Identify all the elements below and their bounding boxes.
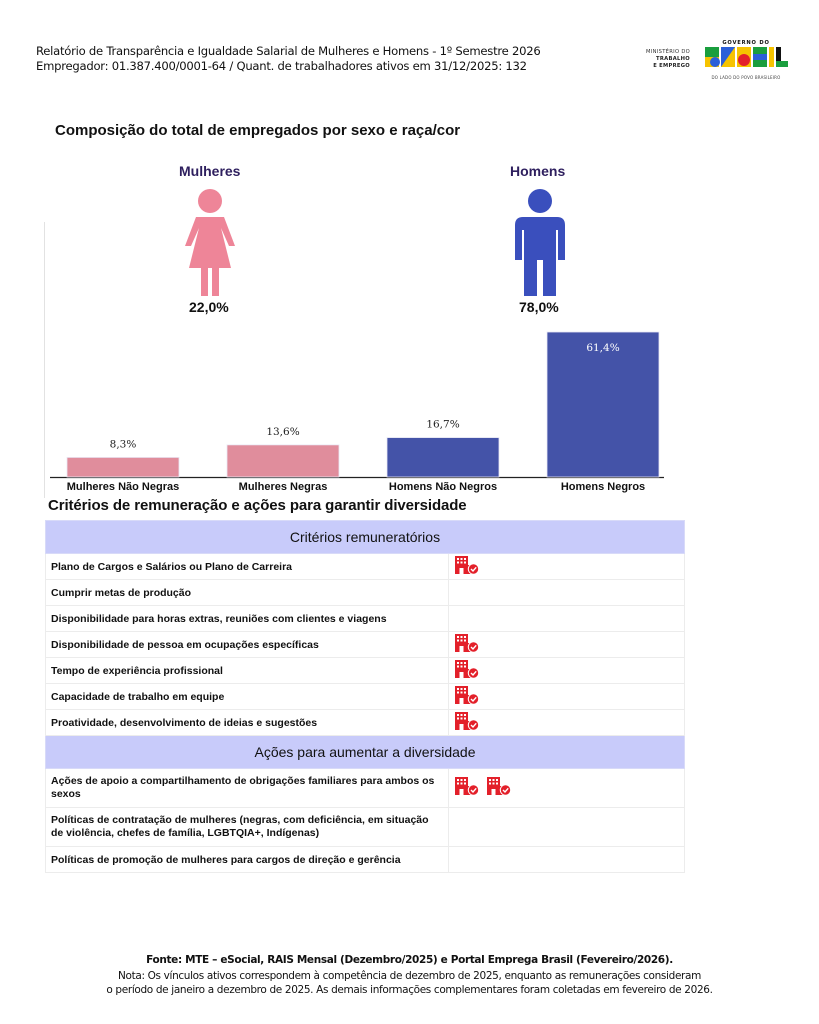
mte-logo [632, 49, 690, 70]
criteria-row [46, 769, 685, 808]
criteria-label: Proatividade, desenvolvimento de ideias e sugestões [46, 710, 449, 736]
company-check-icon [454, 659, 480, 682]
criteria-icons-cell [449, 658, 685, 684]
bar-mulheres-n-o-negras [67, 457, 179, 477]
bar-value-label: 61,4% [586, 342, 620, 354]
company-check-icon [454, 776, 480, 800]
company-check-icon [454, 711, 480, 734]
category-label: Mulheres Negras [238, 481, 328, 493]
men-percentage: 78,0% [519, 299, 559, 315]
criteria-label: Ações de apoio a compartilhamento de obrigações familiares para ambos os sexos [46, 769, 449, 808]
gov-logo-top: GOVERNO DO [722, 40, 770, 46]
source-note: Fonte: MTE – eSocial, RAIS Mensal (Dezembro/2025) e Portal Emprega Brasil (Fevereiro/2026). [146, 954, 673, 966]
bar-homens-n-o-negros [387, 438, 499, 477]
bar-chart [40, 320, 680, 500]
criteria-row [46, 580, 685, 606]
bar-value-label: 8,3% [109, 438, 137, 451]
criteria-label: Cumprir metas de produção [46, 580, 449, 606]
criteria-icons-cell [449, 632, 685, 658]
footnote-line2: o período de janeiro a dezembro de 2025. As demais informações complementares foram coletadas em fevereiro de 2026. [106, 984, 713, 996]
report-header [36, 44, 540, 74]
brasil-wordmark-icon [703, 46, 789, 68]
criteria-row [46, 808, 685, 847]
criteria-row [46, 606, 685, 632]
company-check-icon [486, 776, 512, 800]
criteria-row [46, 710, 685, 736]
criteria-icons-cell [449, 684, 685, 710]
men-label: Homens [510, 163, 566, 179]
criteria-label: Disponibilidade de pessoa em ocupações específicas [46, 632, 449, 658]
category-label: Homens Negros [560, 481, 646, 493]
gov-logo-tagline: DO LADO DO POVO BRASILEIRO [711, 75, 781, 80]
footnote-line1: Nota: Os vínculos ativos correspondem à competência de dezembro de 2025, enquanto as remunerações consideram [118, 970, 701, 982]
women-percentage: 22,0% [189, 299, 229, 315]
man-icon [507, 188, 573, 298]
category-label: Mulheres Não Negras [66, 481, 180, 493]
footnote [0, 969, 819, 997]
criteria-row [46, 554, 685, 580]
criteria-table [45, 520, 685, 873]
criteria-label: Capacidade de trabalho em equipe [46, 684, 449, 710]
company-check-icon [454, 555, 480, 578]
criteria-label: Políticas de promoção de mulheres para cargos de direção e gerência [46, 847, 449, 873]
women-label: Mulheres [179, 163, 241, 179]
section-diversity-header [46, 736, 685, 769]
criteria-label: Políticas de contratação de mulheres (negras, com deficiência, em situação de violência, chefes de família, LGBTQIA+, Indígenas) [46, 808, 449, 847]
category-label: Homens Não Negros [388, 481, 498, 493]
criteria-label: Plano de Cargos e Salários ou Plano de Carreira [46, 554, 449, 580]
criteria-row [46, 632, 685, 658]
mte-logo-line3: E EMPREGO [653, 63, 690, 69]
company-check-icon [454, 633, 480, 656]
criteria-icons-cell [449, 808, 685, 847]
composition-title: Composição do total de empregados por sexo e raça/cor [55, 122, 461, 139]
criteria-icons-cell [449, 710, 685, 736]
criteria-title: Critérios de remuneração e ações para garantir diversidade [48, 497, 467, 514]
section-header: Critérios remuneratórios [46, 521, 685, 554]
mte-logo-line1: MINISTÉRIO DO [646, 49, 690, 55]
bar-mulheres-negras [227, 445, 339, 477]
criteria-label: Tempo de experiência profissional [46, 658, 449, 684]
criteria-icons-cell [449, 580, 685, 606]
section-criteria-header [46, 521, 685, 554]
section-header: Ações para aumentar a diversidade [46, 736, 685, 769]
bar-value-label: 16,7% [426, 418, 460, 431]
mte-logo-line2: TRABALHO [656, 56, 690, 62]
criteria-icons-cell [449, 606, 685, 632]
criteria-icons-cell [449, 769, 685, 808]
woman-icon [177, 188, 243, 298]
criteria-icons-cell [449, 554, 685, 580]
criteria-row [46, 847, 685, 873]
criteria-label: Disponibilidade para horas extras, reuniões com clientes e viagens [46, 606, 449, 632]
report-title: Relatório de Transparência e Igualdade Salarial de Mulheres e Homens - 1º Semestre 2026 [36, 44, 541, 58]
employer-info: Empregador: 01.387.400/0001-64 / Quant. de trabalhadores ativos em 31/12/2025: 132 [36, 59, 527, 73]
company-check-icon [454, 685, 480, 708]
criteria-icons-cell [449, 847, 685, 873]
bar-value-label: 13,6% [266, 425, 300, 438]
criteria-row [46, 658, 685, 684]
gov-brasil-logo [703, 40, 789, 84]
criteria-row [46, 684, 685, 710]
